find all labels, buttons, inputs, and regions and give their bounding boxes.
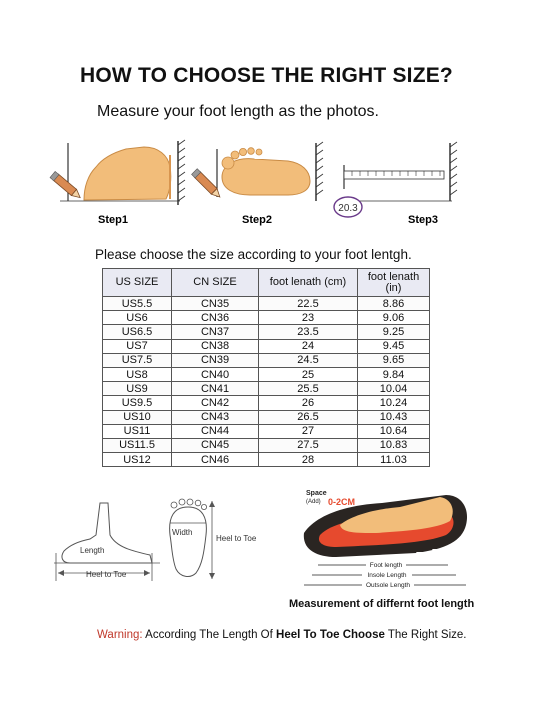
table-row <box>103 367 430 381</box>
cm-cell: 26.5 <box>259 410 358 424</box>
page-title: HOW TO CHOOSE THE RIGHT SIZE? <box>80 64 453 87</box>
step2-label: Step2 <box>242 214 272 226</box>
cn-size-cell: CN46 <box>172 453 259 467</box>
warning-line <box>97 629 467 641</box>
table-row <box>103 438 430 452</box>
cm-cell: 23.5 <box>259 325 358 339</box>
step1-label: Step1 <box>98 214 128 226</box>
table-row <box>103 297 430 311</box>
header-foot-length-in: foot lenath (in) <box>358 269 430 297</box>
page-subtitle: Measure your foot length as the photos. <box>97 103 379 120</box>
cm-cell: 27.5 <box>259 438 358 452</box>
us-size-cell: US11 <box>103 424 172 438</box>
table-row <box>103 311 430 325</box>
in-cell: 10.83 <box>358 438 430 452</box>
warning-label: Warning: <box>97 629 143 641</box>
cn-size-cell: CN39 <box>172 353 259 367</box>
diagram-heel-to-toe-label: Heel to Toe <box>86 570 127 579</box>
us-size-cell: US12 <box>103 453 172 467</box>
in-cell: 9.25 <box>358 325 430 339</box>
insole-length-label: Insole Length <box>367 572 407 579</box>
cn-size-cell: CN43 <box>172 410 259 424</box>
cn-size-cell: CN35 <box>172 297 259 311</box>
table-header-row <box>103 269 430 297</box>
step1-foot-illustration <box>50 140 185 205</box>
step3-ruler-illustration <box>334 142 457 217</box>
cn-size-cell: CN36 <box>172 311 259 325</box>
cm-cell: 25 <box>259 367 358 381</box>
us-size-cell: US6.5 <box>103 325 172 339</box>
cn-size-cell: CN38 <box>172 339 259 353</box>
us-size-cell: US6 <box>103 311 172 325</box>
in-cell: 9.45 <box>358 339 430 353</box>
step3-reading: 20.3 <box>338 203 358 214</box>
space-value: 0-2CM <box>328 497 356 507</box>
cm-cell: 26 <box>259 396 358 410</box>
add-label: (Add) <box>306 499 321 505</box>
in-cell: 10.04 <box>358 382 430 396</box>
outsole-length-label: Outsole Length <box>365 582 411 589</box>
header-us-size: US SIZE <box>103 269 172 297</box>
header-cn-size: CN SIZE <box>172 269 259 297</box>
in-cell: 9.06 <box>358 311 430 325</box>
measurement-steps-illustration <box>40 135 500 230</box>
in-cell: 9.84 <box>358 367 430 381</box>
cn-size-cell: CN37 <box>172 325 259 339</box>
warning-bold-2: Choose <box>342 629 385 641</box>
cn-size-cell: CN41 <box>172 382 259 396</box>
us-size-cell: US10 <box>103 410 172 424</box>
diagram-heel-to-toe-right-label: Heel to Toe <box>216 534 257 543</box>
cm-cell: 25.5 <box>259 382 358 396</box>
cm-cell: 28 <box>259 453 358 467</box>
warning-text-2: The Right Size. <box>387 629 467 641</box>
size-instruction: Please choose the size according to your foot lentgh. <box>95 247 412 262</box>
in-cell: 8.86 <box>358 297 430 311</box>
cn-size-cell: CN42 <box>172 396 259 410</box>
size-chart-table <box>102 268 430 467</box>
warning-bold-1: Heel To Toe <box>276 629 340 641</box>
us-size-cell: US11.5 <box>103 438 172 452</box>
step2-foot-illustration <box>192 142 323 201</box>
table-row <box>103 339 430 353</box>
shoe-measurement-diagram <box>296 485 476 597</box>
diagram-length-label: Length <box>80 546 105 555</box>
table-row <box>103 453 430 467</box>
in-cell: 10.64 <box>358 424 430 438</box>
space-label: Space <box>306 490 327 497</box>
cm-cell: 24.5 <box>259 353 358 367</box>
in-cell: 10.24 <box>358 396 430 410</box>
in-cell: 11.03 <box>358 453 430 467</box>
heel-to-toe-diagram <box>52 495 280 587</box>
table-row <box>103 325 430 339</box>
in-cell: 10.43 <box>358 410 430 424</box>
us-size-cell: US8 <box>103 367 172 381</box>
us-size-cell: US5.5 <box>103 297 172 311</box>
us-size-cell: US7 <box>103 339 172 353</box>
header-foot-length-cm: foot lenath (cm) <box>259 269 358 297</box>
table-row <box>103 410 430 424</box>
table-row <box>103 396 430 410</box>
table-row <box>103 424 430 438</box>
us-size-cell: US7.5 <box>103 353 172 367</box>
step3-label: Step3 <box>408 214 438 226</box>
foot-length-label: Foot length <box>369 562 403 569</box>
table-row <box>103 353 430 367</box>
cm-cell: 22.5 <box>259 297 358 311</box>
cm-cell: 24 <box>259 339 358 353</box>
table-row <box>103 382 430 396</box>
diagram-width-label: Width <box>172 528 193 537</box>
us-size-cell: US9 <box>103 382 172 396</box>
in-cell: 9.65 <box>358 353 430 367</box>
us-size-cell: US9.5 <box>103 396 172 410</box>
cm-cell: 27 <box>259 424 358 438</box>
cn-size-cell: CN45 <box>172 438 259 452</box>
cn-size-cell: CN44 <box>172 424 259 438</box>
cm-cell: 23 <box>259 311 358 325</box>
warning-text-1: According The Length Of <box>145 629 273 641</box>
cn-size-cell: CN40 <box>172 367 259 381</box>
measurement-caption: Measurement of differnt foot length <box>289 598 475 610</box>
